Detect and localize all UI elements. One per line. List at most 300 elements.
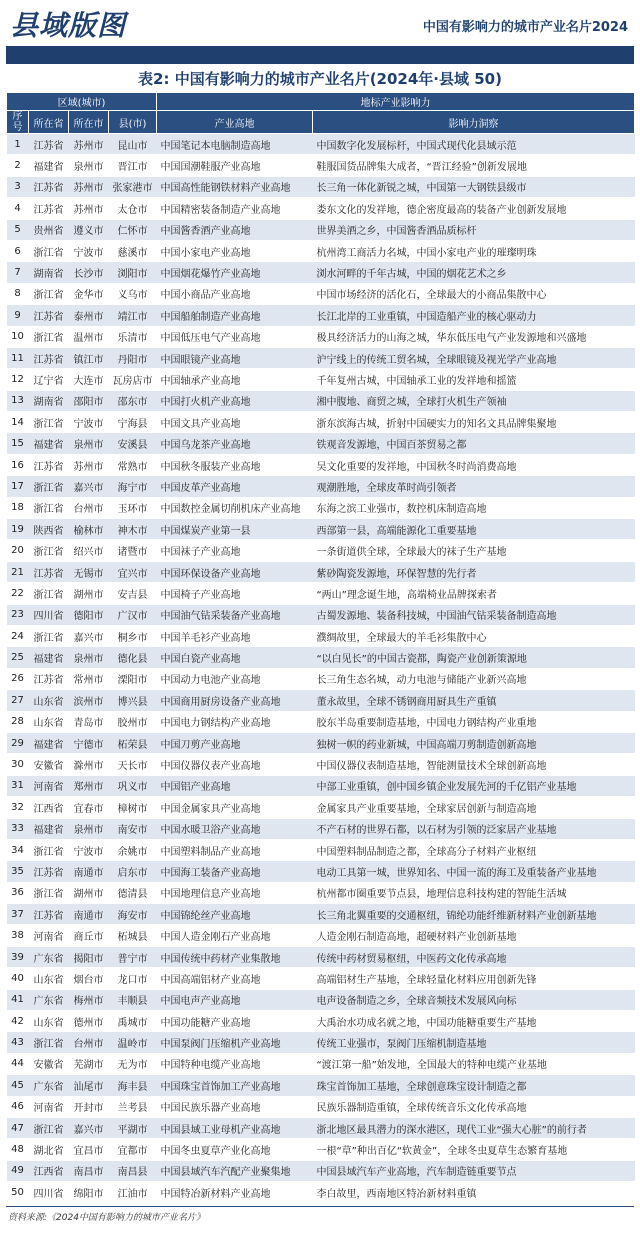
- table-row: [7, 561, 635, 582]
- cell-province: 福建省: [29, 818, 69, 839]
- cell-highland: 中国地理信息产业高地: [157, 882, 313, 903]
- cell-county: 安吉县: [109, 583, 157, 604]
- cell-insight: 西部第一县，高端能源化工重要基地: [313, 519, 635, 540]
- cell-province: 浙江省: [29, 412, 69, 433]
- cell-province: 福建省: [29, 155, 69, 176]
- cell-county: 海宁市: [109, 476, 157, 497]
- cell-city: 泉州市: [69, 155, 109, 176]
- cell-highland: 中国轴承产业高地: [157, 369, 313, 390]
- cell-insight: 李白故里，西南地区特冶新材料重镇: [313, 1182, 635, 1203]
- cell-province: 浙江省: [29, 497, 69, 518]
- cell-highland: 中国人造金刚石产业高地: [157, 925, 313, 946]
- cell-insight: 浙东滨海古城，折射中国硬实力的知名文具品牌集聚地: [313, 412, 635, 433]
- cell-highland: 中国酱香酒产业高地: [157, 219, 313, 240]
- table-body: [7, 134, 635, 1204]
- cell-city: 泉州市: [69, 433, 109, 454]
- cell-province: 浙江省: [29, 1117, 69, 1138]
- cell-insight: 濮绸故里，全球最大的羊毛衫集散中心: [313, 625, 635, 646]
- cell-num: 5: [7, 219, 29, 240]
- cell-highland: 中国精密装备制造产业高地: [157, 198, 313, 219]
- cell-highland: 中国特种电缆产业高地: [157, 1053, 313, 1074]
- cell-highland: 中国海工装备产业高地: [157, 861, 313, 882]
- cell-county: 柘荣县: [109, 732, 157, 753]
- table-title: 表2: 中国有影响力的城市产业名片(2024年·县域 50): [138, 70, 502, 88]
- cell-highland: 中国冬虫夏草产业化高地: [157, 1139, 313, 1160]
- cell-highland: 中国水暖卫浴产业高地: [157, 818, 313, 839]
- cell-county: 宁海县: [109, 412, 157, 433]
- cell-city: 嘉兴市: [69, 625, 109, 646]
- cell-highland: 中国仪器仪表产业高地: [157, 754, 313, 775]
- cell-city: 邵阳市: [69, 390, 109, 411]
- cell-insight: 长三角北翼重要的交通枢纽，锦纶功能纤维新材料产业创新基地: [313, 904, 635, 925]
- cell-highland: 中国特冶新材料产业高地: [157, 1182, 313, 1203]
- cell-city: 宁波市: [69, 839, 109, 860]
- cell-province: 浙江省: [29, 540, 69, 561]
- table-row: [7, 412, 635, 433]
- cell-num: 17: [7, 476, 29, 497]
- cell-num: 43: [7, 1032, 29, 1053]
- cell-county: 常熟市: [109, 454, 157, 475]
- cell-province: 湖南省: [29, 390, 69, 411]
- cell-num: 30: [7, 754, 29, 775]
- cell-num: 1: [7, 134, 29, 155]
- cell-province: 山东省: [29, 1011, 69, 1032]
- cell-city: 大连市: [69, 369, 109, 390]
- cell-insight: “以白见长”的中国古瓷都，陶瓷产业创新策源地: [313, 647, 635, 668]
- cell-city: 遵义市: [69, 219, 109, 240]
- page-header: [0, 0, 640, 46]
- cell-province: 江苏省: [29, 861, 69, 882]
- cell-county: 广汉市: [109, 604, 157, 625]
- cell-num: 15: [7, 433, 29, 454]
- cell-city: 宜春市: [69, 797, 109, 818]
- cell-highland: 中国皮革产业高地: [157, 476, 313, 497]
- cell-province: 浙江省: [29, 839, 69, 860]
- cell-province: 江苏省: [29, 454, 69, 475]
- cell-county: 太仓市: [109, 198, 157, 219]
- cell-province: 山东省: [29, 690, 69, 711]
- cell-num: 23: [7, 604, 29, 625]
- cell-city: 南通市: [69, 904, 109, 925]
- cell-city: 苏州市: [69, 198, 109, 219]
- cell-highland: 中国数控金属切削机床产业高地: [157, 497, 313, 518]
- table-row: [7, 968, 635, 989]
- cell-city: 榆林市: [69, 519, 109, 540]
- cell-num: 26: [7, 668, 29, 689]
- cell-province: 浙江省: [29, 326, 69, 347]
- cell-county: 晋江市: [109, 155, 157, 176]
- cell-highland: 中国县域汽车汽配产业聚集地: [157, 1160, 313, 1181]
- cell-highland: 中国刀剪产业高地: [157, 732, 313, 753]
- cell-insight: 传统工业强市，泵阀门压缩机制造基地: [313, 1032, 635, 1053]
- cell-num: 6: [7, 240, 29, 261]
- cell-province: 江苏省: [29, 198, 69, 219]
- cell-highland: 中国电声产业高地: [157, 989, 313, 1010]
- cell-insight: 浙北地区最具潜力的深水港区，现代工业“强大心脏”的前行者: [313, 1117, 635, 1138]
- cell-num: 37: [7, 904, 29, 925]
- cell-city: 郑州市: [69, 775, 109, 796]
- cell-city: 金华市: [69, 283, 109, 304]
- cell-num: 48: [7, 1139, 29, 1160]
- table-row: [7, 690, 635, 711]
- cell-county: 慈溪市: [109, 240, 157, 261]
- table-row: [7, 839, 635, 860]
- cell-city: 苏州市: [69, 176, 109, 197]
- cell-city: 苏州市: [69, 454, 109, 475]
- table-row: [7, 1117, 635, 1138]
- cell-highland: 中国秋冬服装产业高地: [157, 454, 313, 475]
- cell-highland: 中国小家电产业高地: [157, 240, 313, 261]
- cell-highland: 中国船舶制造产业高地: [157, 305, 313, 326]
- cell-province: 贵州省: [29, 219, 69, 240]
- cell-county: 樟树市: [109, 797, 157, 818]
- cell-county: 平湖市: [109, 1117, 157, 1138]
- cell-highland: 中国小商品产业高地: [157, 283, 313, 304]
- cell-city: 宁德市: [69, 732, 109, 753]
- cell-num: 35: [7, 861, 29, 882]
- col-header-num: [7, 111, 29, 134]
- cell-highland: 中国笔记本电脑制造高地: [157, 134, 313, 155]
- cell-insight: 观潮胜地，全球皮革时尚引领者: [313, 476, 635, 497]
- cell-county: 禹城市: [109, 1011, 157, 1032]
- table-row: [7, 326, 635, 347]
- cell-highland: 中国商用厨房设备产业高地: [157, 690, 313, 711]
- header-divider-bar: [6, 46, 634, 64]
- cell-num: 31: [7, 775, 29, 796]
- cell-city: 德州市: [69, 1011, 109, 1032]
- cell-county: 丹阳市: [109, 347, 157, 368]
- cell-province: 广东省: [29, 1075, 69, 1096]
- cell-num: 50: [7, 1182, 29, 1203]
- table-row: [7, 668, 635, 689]
- table-row: [7, 732, 635, 753]
- cell-province: 安徽省: [29, 1053, 69, 1074]
- cell-num: 10: [7, 326, 29, 347]
- table-row: [7, 390, 635, 411]
- cell-num: 3: [7, 176, 29, 197]
- cell-num: 27: [7, 690, 29, 711]
- cell-insight: 电动工具第一城，世界知名、中国一流的海工及重装备产业基地: [313, 861, 635, 882]
- cell-city: 嘉兴市: [69, 476, 109, 497]
- cell-city: 开封市: [69, 1096, 109, 1117]
- table-row: [7, 989, 635, 1010]
- table-row: [7, 198, 635, 219]
- table-row: [7, 625, 635, 646]
- cell-province: 福建省: [29, 647, 69, 668]
- cell-county: 溧阳市: [109, 668, 157, 689]
- cell-highland: 中国县域工业母机产业高地: [157, 1117, 313, 1138]
- cell-city: 长沙市: [69, 262, 109, 283]
- col-header-province: 所在省: [29, 111, 69, 134]
- cell-highland: 中国电力钢结构产业高地: [157, 711, 313, 732]
- cell-city: 德阳市: [69, 604, 109, 625]
- table-row: [7, 1096, 635, 1117]
- cell-insight: 独树一帜的药业新城，中国高端刀剪制造创新高地: [313, 732, 635, 753]
- cell-num: 20: [7, 540, 29, 561]
- cell-insight: 沪宁线上的传统工贸名城，全球眼镜及视光学产业高地: [313, 347, 635, 368]
- cell-num: 28: [7, 711, 29, 732]
- cell-province: 江苏省: [29, 668, 69, 689]
- cell-province: 浙江省: [29, 283, 69, 304]
- cell-insight: 高端铝材生产基地，全球轻量化材料应用创新先锋: [313, 968, 635, 989]
- table-row: [7, 347, 635, 368]
- cell-province: 浙江省: [29, 476, 69, 497]
- cell-insight: 长三角生态名城，动力电池与储能产业新兴高地: [313, 668, 635, 689]
- cell-highland: 中国金属家具产业高地: [157, 797, 313, 818]
- cell-insight: 人造金刚石制造高地，超硬材料产业创新基地: [313, 925, 635, 946]
- cell-insight: 一根“草”种出百亿“软黄金”，全球冬虫夏草生态繁育基地: [313, 1139, 635, 1160]
- group-header-region: 区域(城市): [7, 93, 157, 111]
- cell-highland: 中国袜子产业高地: [157, 540, 313, 561]
- cell-city: 汕尾市: [69, 1075, 109, 1096]
- cell-province: 辽宁省: [29, 369, 69, 390]
- cell-highland: 中国羊毛衫产业高地: [157, 625, 313, 646]
- cell-province: 湖南省: [29, 262, 69, 283]
- cell-highland: 中国煤炭产业第一县: [157, 519, 313, 540]
- cell-province: 江苏省: [29, 305, 69, 326]
- table-bottom-rule: [6, 1206, 634, 1207]
- cell-province: 浙江省: [29, 240, 69, 261]
- cell-num: 7: [7, 262, 29, 283]
- table-row: [7, 711, 635, 732]
- cell-city: 台州市: [69, 1032, 109, 1053]
- cell-num: 24: [7, 625, 29, 646]
- cell-insight: 长江北岸的工业重镇，中国造船产业的核心驱动力: [313, 305, 635, 326]
- cell-province: 浙江省: [29, 583, 69, 604]
- table-row: [7, 1011, 635, 1032]
- cell-province: 河南省: [29, 925, 69, 946]
- cell-highland: 中国油气钻采装备产业高地: [157, 604, 313, 625]
- table-row: [7, 540, 635, 561]
- table-row: [7, 925, 635, 946]
- cell-num: 34: [7, 839, 29, 860]
- cell-insight: 珠宝首饰加工基地，全球创意珠宝设计制造之都: [313, 1075, 635, 1096]
- cell-highland: 中国泵阀门压缩机产业高地: [157, 1032, 313, 1053]
- cell-insight: 千年复州古城，中国轴承工业的发祥地和摇篮: [313, 369, 635, 390]
- cell-insight: 一条街道供全球，全球最大的袜子生产基地: [313, 540, 635, 561]
- table-row: [7, 369, 635, 390]
- cell-insight: 杭州都市圈重要节点县，地理信息科技构建的智能生活城: [313, 882, 635, 903]
- cell-county: 普宁市: [109, 946, 157, 967]
- cell-num: 8: [7, 283, 29, 304]
- cell-num: 33: [7, 818, 29, 839]
- cell-city: 青岛市: [69, 711, 109, 732]
- cell-num: 14: [7, 412, 29, 433]
- cell-province: 山东省: [29, 968, 69, 989]
- cell-county: 温岭市: [109, 1032, 157, 1053]
- cell-highland: 中国烟花爆竹产业高地: [157, 262, 313, 283]
- cell-insight: 浏水河畔的千年古城，中国的烟花艺术之乡: [313, 262, 635, 283]
- cell-num: 13: [7, 390, 29, 411]
- cell-num: 40: [7, 968, 29, 989]
- cell-insight: 中国数字化发展标杆，中国式现代化县域示范: [313, 134, 635, 155]
- cell-county: 靖江市: [109, 305, 157, 326]
- cell-num: 18: [7, 497, 29, 518]
- cell-county: 张家港市: [109, 176, 157, 197]
- cell-insight: 电声设备制造之乡，全球音频技术发展风向标: [313, 989, 635, 1010]
- cell-insight: “渡江第一船”始发地，全国最大的特种电缆产业基地: [313, 1053, 635, 1074]
- cell-num: 16: [7, 454, 29, 475]
- cell-num: 21: [7, 561, 29, 582]
- cell-num: 2: [7, 155, 29, 176]
- cell-insight: 吴文化重要的发祥地，中国秋冬时尚消费高地: [313, 454, 635, 475]
- cell-city: 宁波市: [69, 240, 109, 261]
- cell-highland: 中国文具产业高地: [157, 412, 313, 433]
- table-row: [7, 882, 635, 903]
- cell-city: 苏州市: [69, 134, 109, 155]
- table-row: [7, 775, 635, 796]
- col-header-num-label: 序号: [12, 111, 23, 133]
- cell-county: 丰顺县: [109, 989, 157, 1010]
- cell-highland: 中国白瓷产业高地: [157, 647, 313, 668]
- cell-county: 龙口市: [109, 968, 157, 989]
- cell-highland: 中国珠宝首饰加工产业高地: [157, 1075, 313, 1096]
- cell-insight: 中国市场经济的活化石，全球最大的小商品集散中心: [313, 283, 635, 304]
- col-header-city: 所在市: [69, 111, 109, 134]
- cell-county: 宜兴市: [109, 561, 157, 582]
- cell-num: 4: [7, 198, 29, 219]
- table-row: [7, 497, 635, 518]
- cell-city: 滁州市: [69, 754, 109, 775]
- cell-province: 河南省: [29, 775, 69, 796]
- cell-city: 绵阳市: [69, 1182, 109, 1203]
- cell-city: 商丘市: [69, 925, 109, 946]
- cell-county: 南安市: [109, 818, 157, 839]
- cell-province: 陕西省: [29, 519, 69, 540]
- table-row: [7, 219, 635, 240]
- cell-insight: 娄东文化的发祥地，德企密度最高的装备产业创新发展地: [313, 198, 635, 219]
- cell-county: 无为市: [109, 1053, 157, 1074]
- table-row: [7, 604, 635, 625]
- cell-city: 台州市: [69, 497, 109, 518]
- cell-insight: 大禹治水功成名就之地，中国功能糖重要生产基地: [313, 1011, 635, 1032]
- cell-county: 宜都市: [109, 1139, 157, 1160]
- cell-city: 湖州市: [69, 583, 109, 604]
- cell-insight: “两山”理念诞生地，高端椅业品牌探索者: [313, 583, 635, 604]
- cell-num: 49: [7, 1160, 29, 1181]
- cell-province: 江苏省: [29, 176, 69, 197]
- cell-county: 天长市: [109, 754, 157, 775]
- cell-highland: 中国功能糖产业高地: [157, 1011, 313, 1032]
- cell-num: 45: [7, 1075, 29, 1096]
- cell-province: 江苏省: [29, 904, 69, 925]
- cell-city: 烟台市: [69, 968, 109, 989]
- table-row: [7, 176, 635, 197]
- cell-province: 江苏省: [29, 561, 69, 582]
- cell-city: 泰州市: [69, 305, 109, 326]
- cell-province: 湖北省: [29, 1139, 69, 1160]
- table-row: [7, 1139, 635, 1160]
- cell-insight: 中国仪器仪表制造基地，智能测量技术全球创新高地: [313, 754, 635, 775]
- cell-county: 昆山市: [109, 134, 157, 155]
- cell-county: 瓦房店市: [109, 369, 157, 390]
- cell-insight: 古蜀发源地、装备科技城，中国油气钻采装备制造高地: [313, 604, 635, 625]
- table-row: [7, 262, 635, 283]
- cell-city: 梅州市: [69, 989, 109, 1010]
- cell-num: 36: [7, 882, 29, 903]
- cell-province: 四川省: [29, 1182, 69, 1203]
- cell-county: 邵东市: [109, 390, 157, 411]
- table-row: [7, 433, 635, 454]
- cell-county: 玉环市: [109, 497, 157, 518]
- group-header-industry: 地标产业影响力: [157, 93, 635, 111]
- cell-province: 福建省: [29, 732, 69, 753]
- cell-num: 25: [7, 647, 29, 668]
- cell-insight: 中部工业重镇，创中国乡镇企业发展先河的千亿铝产业基地: [313, 775, 635, 796]
- cell-province: 安徽省: [29, 754, 69, 775]
- cell-city: 宁波市: [69, 412, 109, 433]
- cell-province: 江西省: [29, 1160, 69, 1181]
- cell-num: 39: [7, 946, 29, 967]
- cell-insight: 世界美酒之乡，中国酱香酒品质标杆: [313, 219, 635, 240]
- cell-county: 巩义市: [109, 775, 157, 796]
- cell-province: 江苏省: [29, 134, 69, 155]
- table-row: [7, 1182, 635, 1203]
- table-row: [7, 134, 635, 155]
- cell-county: 柘城县: [109, 925, 157, 946]
- table-row: [7, 647, 635, 668]
- cell-insight: 极具经济活力的山海之城，华东低压电气产业发源地和兴盛地: [313, 326, 635, 347]
- cell-province: 福建省: [29, 433, 69, 454]
- cell-county: 兰考县: [109, 1096, 157, 1117]
- cell-highland: 中国传统中药材产业集散地: [157, 946, 313, 967]
- cell-province: 江西省: [29, 797, 69, 818]
- cell-county: 义乌市: [109, 283, 157, 304]
- cell-county: 神木市: [109, 519, 157, 540]
- cell-insight: 不产石材的世界石都，以石材为引领的泛家居产业基地: [313, 818, 635, 839]
- table-row: [7, 818, 635, 839]
- cell-insight: 董永故里，全球不锈钢商用厨具生产重镇: [313, 690, 635, 711]
- cell-num: 42: [7, 1011, 29, 1032]
- cell-city: 镇江市: [69, 347, 109, 368]
- cell-num: 41: [7, 989, 29, 1010]
- cell-county: 南昌县: [109, 1160, 157, 1181]
- cell-insight: 杭州湾工商活力名城，中国小家电产业的璀璨明珠: [313, 240, 635, 261]
- cell-insight: 胶东半岛重要制造基地，中国电力钢结构产业重地: [313, 711, 635, 732]
- cell-highland: 中国眼镜产业高地: [157, 347, 313, 368]
- cell-county: 海丰县: [109, 1075, 157, 1096]
- cell-highland: 中国动力电池产业高地: [157, 668, 313, 689]
- cell-highland: 中国国潮鞋服产业高地: [157, 155, 313, 176]
- cell-highland: 中国高性能钢铁材料产业高地: [157, 176, 313, 197]
- col-header-insight: 影响力洞察: [313, 111, 635, 134]
- cell-province: 山东省: [29, 711, 69, 732]
- cell-num: 38: [7, 925, 29, 946]
- cell-highland: 中国高端铝材产业高地: [157, 968, 313, 989]
- cell-county: 启东市: [109, 861, 157, 882]
- cell-num: 19: [7, 519, 29, 540]
- cell-city: 南通市: [69, 861, 109, 882]
- cell-province: 江苏省: [29, 347, 69, 368]
- cell-insight: 湘中腹地、商贸之城，全球打火机生产领袖: [313, 390, 635, 411]
- cell-highland: 中国乌龙茶产业高地: [157, 433, 313, 454]
- cell-province: 河南省: [29, 1096, 69, 1117]
- cell-county: 浏阳市: [109, 262, 157, 283]
- cell-num: 32: [7, 797, 29, 818]
- cell-num: 29: [7, 732, 29, 753]
- cell-county: 博兴县: [109, 690, 157, 711]
- table-row: [7, 946, 635, 967]
- cell-city: 无锡市: [69, 561, 109, 582]
- cell-county: 德清县: [109, 882, 157, 903]
- table-row: [7, 797, 635, 818]
- cell-highland: 中国铝产业高地: [157, 775, 313, 796]
- table-row: [7, 1032, 635, 1053]
- industry-table: [6, 92, 635, 1204]
- table-row: [7, 861, 635, 882]
- cell-city: 南昌市: [69, 1160, 109, 1181]
- cell-county: 乐清市: [109, 326, 157, 347]
